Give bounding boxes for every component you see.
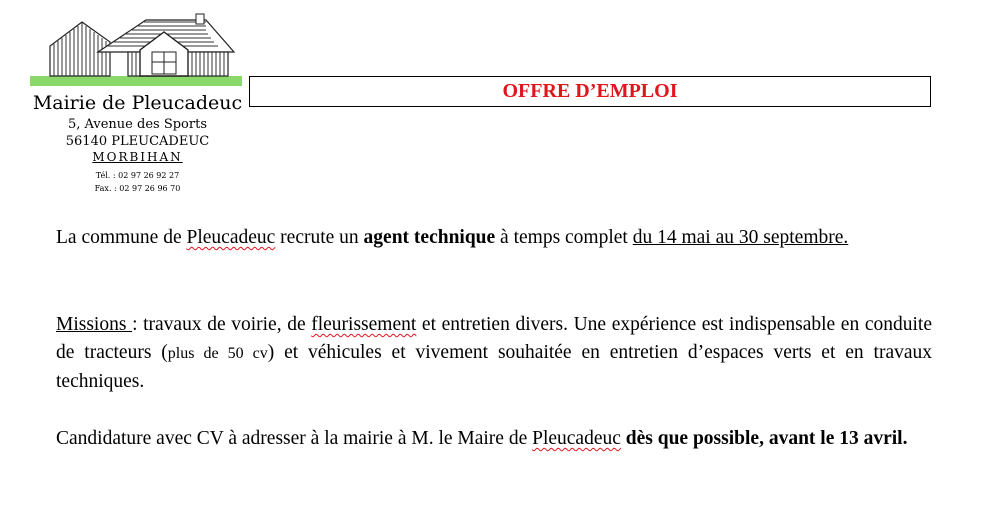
text: et entretien divers. Une expérience est indispensable en conduite de tracteurs ( (56, 314, 932, 363)
department: MORBIHAN (92, 150, 183, 164)
text: ) et véhicules et vivement souhaitée en entretien d’espaces verts et en travaux techniques. (56, 342, 933, 392)
missions-label: Missions (56, 314, 133, 335)
title-box (249, 76, 931, 107)
mairie-name: Mairie de Pleucadeuc (32, 92, 243, 114)
phone-number: Tél. : 02 97 26 92 27 (95, 171, 180, 180)
address-line2: 56140 PLEUCADEUC (65, 134, 210, 149)
town-hall-drawing-icon (28, 12, 250, 92)
paragraph-recruitment (56, 224, 932, 252)
town-name: Pleucadeuc (532, 428, 621, 449)
paragraph-application (56, 425, 932, 453)
deadline: dès que possible, avant le 13 avril. (625, 428, 908, 449)
text: à temps complet (495, 227, 633, 248)
text: La commune de (56, 227, 187, 248)
paragraph-missions (56, 311, 932, 396)
contract-period: du 14 mai au 30 septembre. (632, 227, 849, 248)
town-name: Pleucadeuc (186, 227, 276, 248)
tractor-power: plus de 50 cv (167, 345, 268, 362)
text: recrute un (275, 227, 364, 248)
page-title: OFFRE D’EMPLOI (502, 80, 678, 102)
text: Candidature avec CV à adresser à la mairie à M. le Maire de (56, 428, 533, 449)
fax-number: Fax. : 02 97 26 96 70 (94, 184, 181, 193)
text: : travaux de voirie, de (132, 314, 312, 335)
address-line1: 5, Avenue des Sports (68, 117, 207, 132)
flagged-word: fleurissement (311, 314, 417, 335)
job-title: agent technique (363, 227, 496, 248)
mairie-logo (28, 12, 250, 202)
